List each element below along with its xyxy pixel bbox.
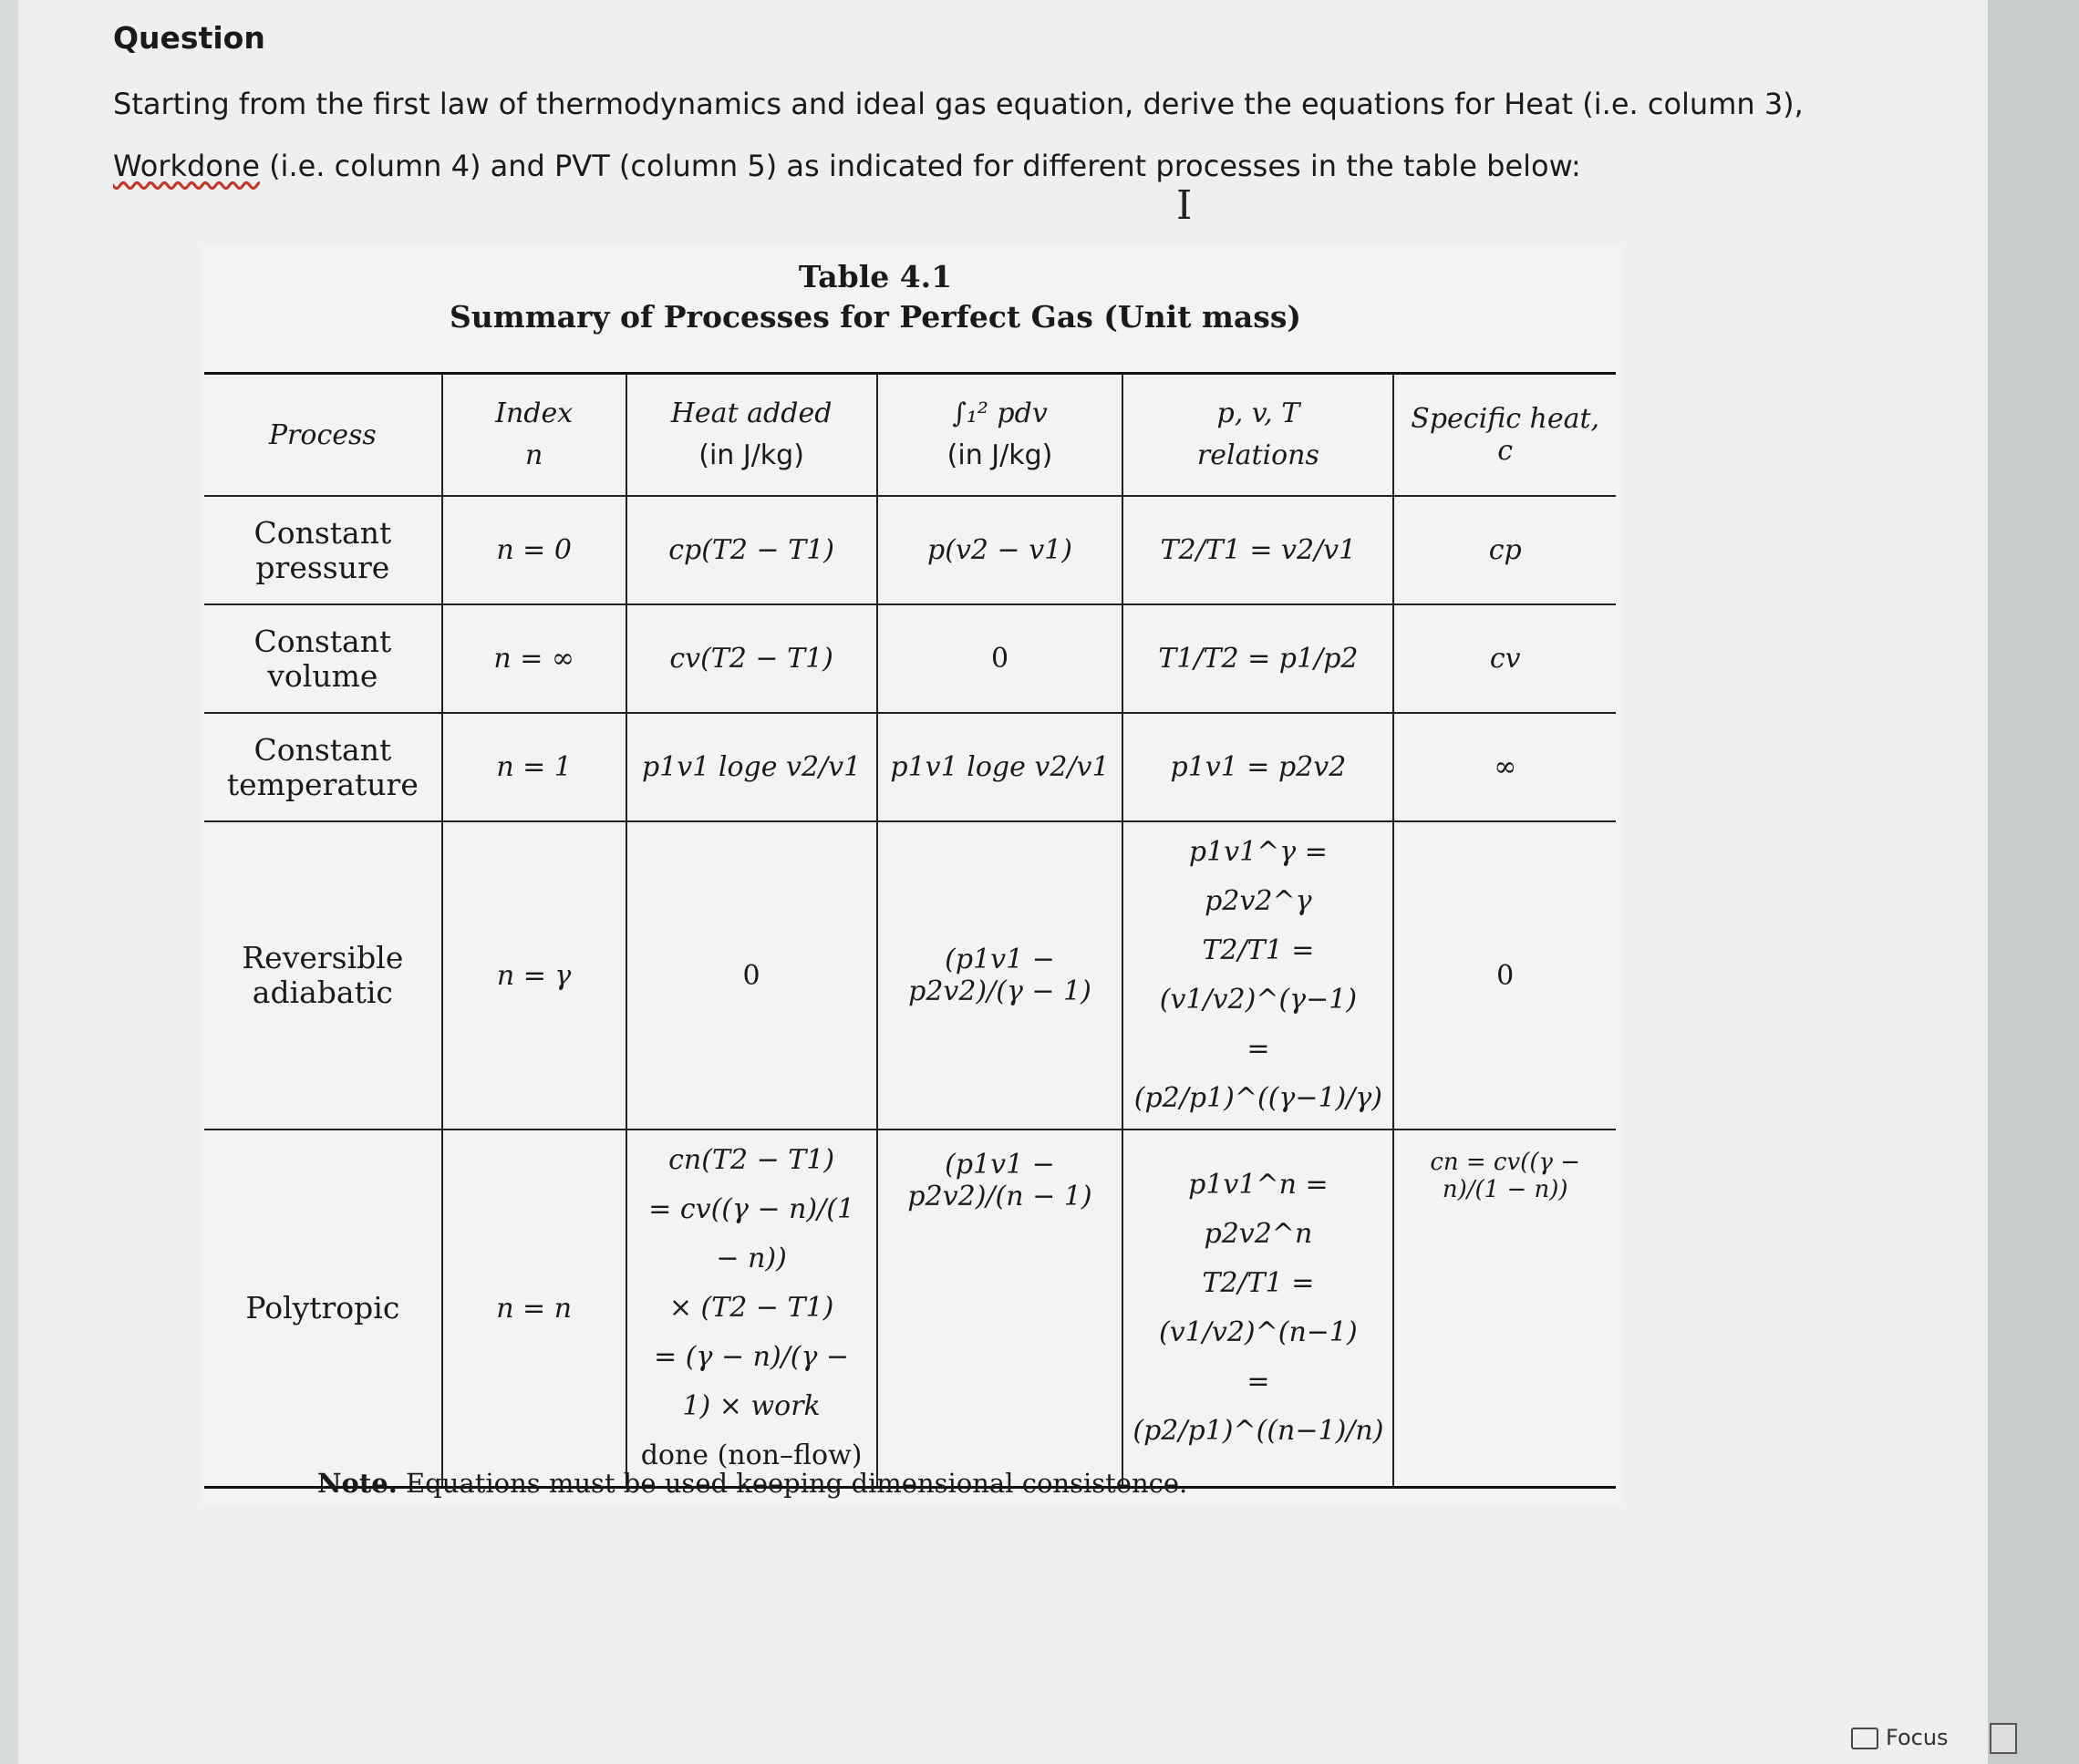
cell-index: n = n bbox=[442, 1130, 626, 1488]
cell-pvt bbox=[1122, 1130, 1393, 1488]
header-work: ∫₁² pdv (in J/kg) bbox=[877, 374, 1123, 497]
table-header-row bbox=[204, 374, 1616, 497]
cell-work: p(v2 − v1) bbox=[877, 496, 1123, 604]
pvt-line: T2/T1 = (v1/v2)^(γ−1) bbox=[1159, 934, 1358, 1016]
cell-process: Constant temperature bbox=[204, 713, 442, 821]
spellcheck-flagged-word[interactable]: Workdone bbox=[113, 149, 260, 183]
question-text-part2: (i.e. column 4) and PVT (column 5) as indicated for different processes in the table below: bbox=[259, 149, 1581, 183]
table-row bbox=[204, 713, 1616, 821]
document-view-icon[interactable] bbox=[1990, 1723, 2017, 1754]
note-text: Equations must be used keeping dimensional consistence. bbox=[397, 1468, 1188, 1499]
screen-edge bbox=[1988, 0, 2079, 1764]
heat-line: done (non–flow) bbox=[640, 1439, 863, 1471]
cell-heat: cp(T2 − T1) bbox=[626, 496, 877, 604]
question-body bbox=[113, 73, 1937, 197]
header-specific-heat: Specific heat, c bbox=[1393, 374, 1616, 497]
cell-index: n = 0 bbox=[442, 496, 626, 604]
heat-line: = (γ − n)/(γ − 1) × work bbox=[654, 1341, 850, 1422]
focus-mode-button[interactable] bbox=[1851, 1725, 1949, 1750]
cell-specific-heat: cn = cv((γ − n)/(1 − n)) bbox=[1393, 1130, 1616, 1488]
cell-pvt: T1/T2 = p1/p2 bbox=[1122, 604, 1393, 713]
table-image bbox=[201, 246, 1623, 1504]
question-text-part1: Starting from the first law of thermodynamics and ideal gas equation, derive the equations for Heat (i.e. column 3), bbox=[113, 87, 1804, 121]
pvt-line: T2/T1 = (v1/v2)^(n−1) bbox=[1159, 1267, 1358, 1348]
process-summary-table bbox=[204, 372, 1616, 1489]
cell-work: (p1v1 − p2v2)/(γ − 1) bbox=[877, 821, 1123, 1130]
header-process: Process bbox=[204, 374, 442, 497]
table-number: Table 4.1 bbox=[798, 259, 953, 294]
heat-line: cn(T2 − T1) bbox=[668, 1144, 835, 1176]
cell-work: 0 bbox=[877, 604, 1123, 713]
cell-work: (p1v1 − p2v2)/(n − 1) bbox=[877, 1130, 1123, 1488]
question-title: Question bbox=[113, 20, 265, 56]
text-cursor-icon: I bbox=[1176, 182, 1193, 229]
note-label: Note. bbox=[317, 1468, 398, 1499]
cell-work: p1v1 loge v2/v1 bbox=[877, 713, 1123, 821]
header-pvt: p, v, T relations bbox=[1122, 374, 1393, 497]
cell-pvt bbox=[1122, 821, 1393, 1130]
cell-pvt: T2/T1 = v2/v1 bbox=[1122, 496, 1393, 604]
header-heat: Heat added (in J/kg) bbox=[626, 374, 877, 497]
cell-specific-heat: ∞ bbox=[1393, 713, 1616, 821]
pvt-line: = (p2/p1)^((γ−1)/γ) bbox=[1133, 1033, 1382, 1114]
cell-heat bbox=[626, 1130, 877, 1488]
cell-specific-heat: 0 bbox=[1393, 821, 1616, 1130]
cell-specific-heat: cv bbox=[1393, 604, 1616, 713]
table-note bbox=[317, 1468, 1229, 1499]
cell-heat: p1v1 loge v2/v1 bbox=[626, 713, 877, 821]
cell-process: Reversible adiabatic bbox=[204, 821, 442, 1130]
cell-index: n = ∞ bbox=[442, 604, 626, 713]
table-row bbox=[204, 604, 1616, 713]
table-row bbox=[204, 821, 1616, 1130]
pvt-line: p1v1^γ = p2v2^γ bbox=[1188, 836, 1328, 917]
focus-label: Focus bbox=[1886, 1725, 1949, 1750]
pvt-line: = (p2/p1)^((n−1)/n) bbox=[1133, 1366, 1384, 1447]
pvt-line: p1v1^n = p2v2^n bbox=[1188, 1169, 1329, 1250]
cell-pvt: p1v1 = p2v2 bbox=[1122, 713, 1393, 821]
cell-heat: 0 bbox=[626, 821, 877, 1130]
document-page bbox=[18, 0, 1988, 1764]
table-caption bbox=[337, 257, 1413, 337]
table-row bbox=[204, 1130, 1616, 1488]
cell-index: n = 1 bbox=[442, 713, 626, 821]
heat-line: × (T2 − T1) bbox=[668, 1292, 834, 1324]
focus-icon bbox=[1851, 1728, 1878, 1749]
heat-line: = cv((γ − n)/(1 − n)) bbox=[648, 1193, 855, 1274]
cell-heat: cv(T2 − T1) bbox=[626, 604, 877, 713]
table-title: Summary of Processes for Perfect Gas (Unit mass) bbox=[449, 299, 1302, 335]
cell-index: n = γ bbox=[442, 821, 626, 1130]
table-row bbox=[204, 496, 1616, 604]
cell-process: Polytropic bbox=[204, 1130, 442, 1488]
cell-process: Constant volume bbox=[204, 604, 442, 713]
cell-specific-heat: cp bbox=[1393, 496, 1616, 604]
cell-process: Constant pressure bbox=[204, 496, 442, 604]
header-index: Index n bbox=[442, 374, 626, 497]
